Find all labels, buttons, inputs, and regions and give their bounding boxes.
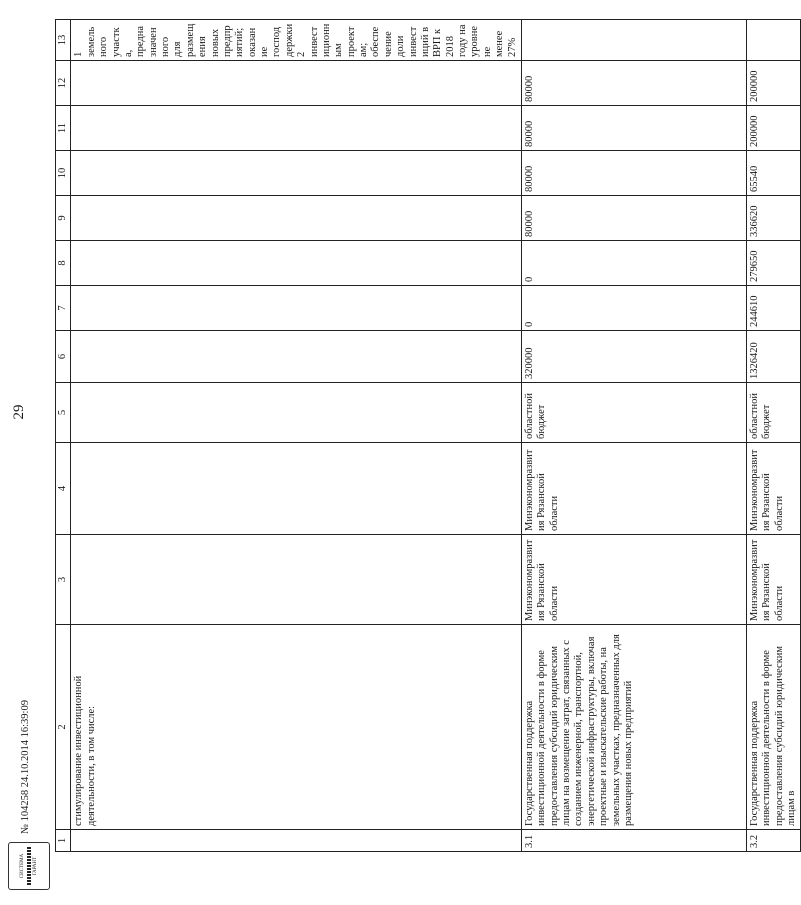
expected-result (521, 20, 746, 61)
funding-source (71, 383, 522, 443)
executor: Минэкономразвития Рязанской области (746, 443, 801, 535)
row-number: 3.1 (521, 830, 746, 852)
seal-text: ГАРАНТ (33, 856, 38, 876)
seal-text: СИСТЕМА (20, 853, 25, 879)
program-table (55, 19, 801, 852)
footer-stamp (8, 570, 118, 890)
expected-result (746, 20, 801, 61)
funding-source: областной бюджет (746, 383, 801, 443)
funding-source: областной бюджет (521, 383, 746, 443)
document-number: № 104258 24.10.2014 16:39:09 (20, 700, 31, 834)
rotated-table-container (55, 20, 797, 852)
expected-result: 1 земельного участка, предназначенного для размещения новых предприятий; оказание господдержки 2 инвестиционным проектам; обеспечение доли инвестиций в ВРП к 2018 году на уровне не менее 27% (71, 20, 522, 61)
col-header: 5 (56, 383, 71, 443)
table-row (71, 20, 522, 852)
total-value: 1326420 (746, 331, 801, 383)
year-value: 200000 (746, 106, 801, 151)
seal-barcode (27, 847, 31, 885)
executor: Минэкономразвития Рязанской области (521, 443, 746, 535)
col-header: 7 (56, 286, 71, 331)
registration-seal (8, 842, 50, 890)
year-value: 0 (521, 286, 746, 331)
row-number (71, 830, 522, 852)
col-header: 1 (56, 830, 71, 852)
responsible (71, 535, 522, 625)
col-header: 4 (56, 443, 71, 535)
responsible: Минэкономразвития Рязанской области (746, 535, 801, 625)
col-header: 3 (56, 535, 71, 625)
year-value: 80000 (521, 151, 746, 196)
year-value: 244610 (746, 286, 801, 331)
year-value (71, 151, 522, 196)
year-value (71, 241, 522, 286)
row-number: 3.2 (746, 830, 801, 852)
measure-name: Государственная поддержка инвестиционной деятельности в форме предоставления субсидий юридическим лицам в (746, 625, 801, 830)
total-value (71, 331, 522, 383)
total-value: 320000 (521, 331, 746, 383)
year-value (71, 61, 522, 106)
measure-name: Государственная поддержка инвестиционной деятельности в форме предоставления субсидий юридическим лицам на возмещение затрат, связанных с созданием инженерной, транспортной, энергетической инфраструктуры, включая проектные и изыскательские работы, на земельных участках, предназначенных для размещения новых предприятий (521, 625, 746, 830)
year-value: 0 (521, 241, 746, 286)
col-header: 11 (56, 106, 71, 151)
col-header: 9 (56, 196, 71, 241)
measure-name: стимулирование инвестиционной деятельности, в том числе: (71, 625, 522, 830)
col-header: 10 (56, 151, 71, 196)
year-value: 336620 (746, 196, 801, 241)
year-value: 80000 (521, 106, 746, 151)
executor (71, 443, 522, 535)
col-header: 2 (56, 625, 71, 830)
col-header: 8 (56, 241, 71, 286)
page-number: 29 (11, 404, 27, 420)
table-row (521, 20, 746, 852)
year-value: 200000 (746, 61, 801, 106)
year-value (71, 286, 522, 331)
year-value: 65540 (746, 151, 801, 196)
responsible: Минэкономразвития Рязанской области (521, 535, 746, 625)
year-value: 279650 (746, 241, 801, 286)
year-value (71, 196, 522, 241)
table-row (746, 20, 801, 852)
year-value (71, 106, 522, 151)
col-header: 13 (56, 20, 71, 61)
year-value: 80000 (521, 196, 746, 241)
col-header: 12 (56, 61, 71, 106)
year-value: 80000 (521, 61, 746, 106)
col-header: 6 (56, 331, 71, 383)
